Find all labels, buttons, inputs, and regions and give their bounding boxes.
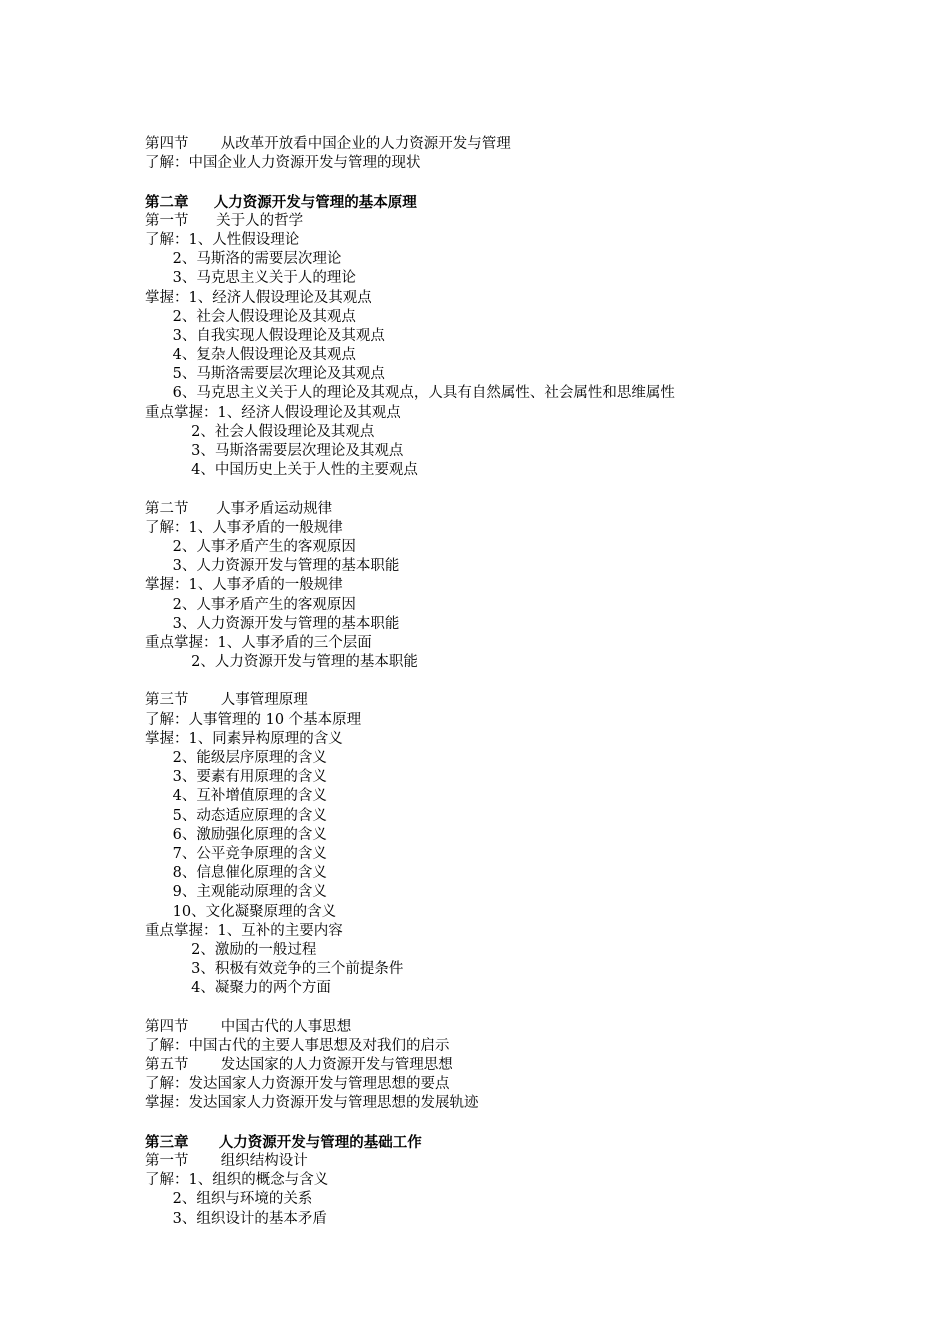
text-line: 2、组织与环境的关系: [145, 1191, 313, 1208]
text-line: 7、公平竞争原理的含义: [145, 845, 327, 862]
section-heading: 第四节 中国古代的人事思想: [145, 1018, 352, 1035]
text-line: 4、凝聚力的两个方面: [145, 980, 331, 997]
text-line: 5、动态适应原理的含义: [145, 807, 327, 824]
section-heading: 第三节 人事管理原理: [145, 692, 308, 709]
text-line: 重点掌握：1、互补的主要内容: [145, 922, 343, 939]
text-line: 重点掌握：1、人事矛盾的三个层面: [145, 634, 372, 651]
text-line: 掌握：1、经济人假设理论及其观点: [145, 289, 372, 306]
text-line: 10、文化凝聚原理的含义: [145, 903, 337, 920]
text-line: 了解：1、组织的概念与含义: [145, 1172, 329, 1189]
blank-line: [145, 672, 915, 691]
text-line: 3、人力资源开发与管理的基本职能: [145, 558, 400, 575]
text-line: 掌握：1、人事矛盾的一般规律: [145, 577, 343, 594]
document-body: [145, 135, 915, 1229]
text-line: 掌握：发达国家人力资源开发与管理思想的发展轨迹: [145, 1095, 479, 1112]
text-line: 重点掌握：1、经济人假设理论及其观点: [145, 404, 401, 421]
chapter-heading: 第三章 人力资源开发与管理的基础工作: [145, 1133, 422, 1151]
text-line: 9、主观能动原理的含义: [145, 884, 327, 901]
text-line: 2、社会人假设理论及其观点: [145, 308, 356, 325]
text-line: 8、信息催化原理的含义: [145, 865, 327, 882]
section-heading: 第一节 组织结构设计: [145, 1152, 308, 1169]
blank-line: [145, 173, 915, 192]
text-line: 4、互补增值原理的含义: [145, 788, 327, 805]
section-heading: 第二节 人事矛盾运动规律: [145, 500, 333, 517]
text-line: 了解：1、人事矛盾的一般规律: [145, 519, 343, 536]
text-line: 3、积极有效竞争的三个前提条件: [145, 961, 404, 978]
blank-line: [145, 1114, 915, 1133]
text-line: 了解：中国古代的主要人事思想及对我们的启示: [145, 1037, 450, 1054]
section-heading: 第五节 发达国家的人力资源开发与管理思想: [145, 1057, 453, 1073]
text-line: 了解：中国企业人力资源开发与管理的现状: [145, 155, 421, 172]
section-heading: 第四节 从改革开放看中国企业的人力资源开发与管理: [145, 136, 511, 152]
blank-line: [145, 998, 915, 1017]
text-line: 3、马克思主义关于人的理论: [145, 270, 356, 287]
text-line: 了解：发达国家人力资源开发与管理思想的要点: [145, 1076, 450, 1093]
chapter-heading: 第二章 人力资源开发与管理的基本原理: [145, 193, 417, 211]
blank-line: [145, 480, 915, 499]
text-line: 2、激励的一般过程: [145, 941, 317, 958]
text-line: 2、人事矛盾产生的客观原因: [145, 538, 356, 555]
text-line: 2、社会人假设理论及其观点: [145, 423, 375, 440]
text-line: 4、复杂人假设理论及其观点: [145, 347, 356, 364]
text-line: 3、要素有用原理的含义: [145, 769, 327, 786]
text-line: 2、人事矛盾产生的客观原因: [145, 596, 356, 613]
text-line: 2、人力资源开发与管理的基本职能: [145, 654, 418, 671]
text-line: 了解：1、人性假设理论: [145, 231, 300, 248]
text-line: 3、组织设计的基本矛盾: [145, 1210, 327, 1227]
text-line: 6、激励强化原理的含义: [145, 826, 327, 843]
text-line: 5、马斯洛需要层次理论及其观点: [145, 366, 385, 383]
section-heading: 第一节 关于人的哲学: [145, 212, 304, 229]
text-line: 3、人力资源开发与管理的基本职能: [145, 615, 400, 632]
text-line: 掌握：1、同素异构原理的含义: [145, 730, 343, 747]
text-line: 了解：人事管理的 10 个基本原理: [145, 711, 362, 728]
text-line: 4、中国历史上关于人性的主要观点: [145, 462, 418, 479]
text-line: 3、自我实现人假设理论及其观点: [145, 327, 385, 344]
text-line: 2、马斯洛的需要层次理论: [145, 251, 342, 268]
text-line: 3、马斯洛需要层次理论及其观点: [145, 443, 404, 459]
text-line: 6、马克思主义关于人的理论及其观点，人具有自然属性、社会属性和思维属性: [145, 385, 675, 402]
text-line: 2、能级层序原理的含义: [145, 750, 327, 766]
